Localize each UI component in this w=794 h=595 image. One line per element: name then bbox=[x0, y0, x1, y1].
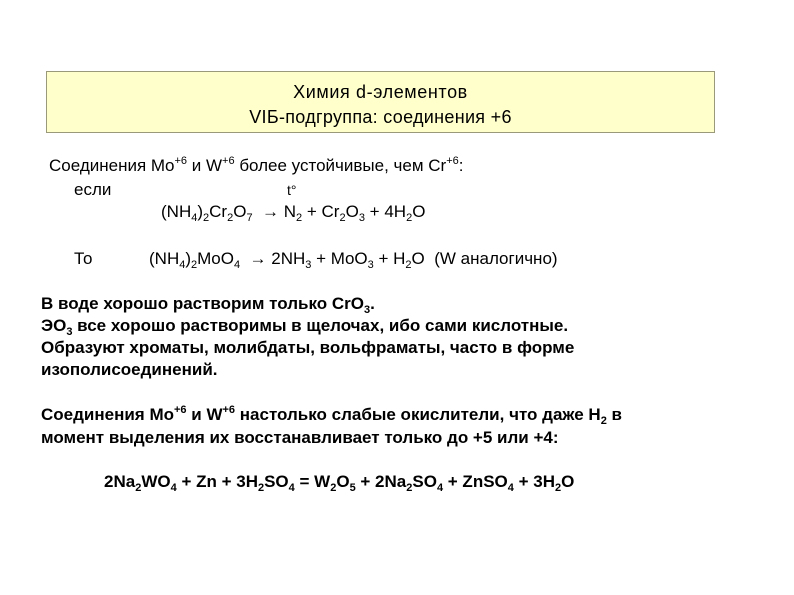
title-box bbox=[46, 71, 715, 133]
temperature-label: t° bbox=[287, 182, 297, 198]
stability-statement: Соединения $Mo^{+6}$ и $W^{+6}$ более устойчивые, чем $Cr^{+6}$: bbox=[49, 155, 464, 175]
slide-subtitle: VIБ-подгруппа: соединения +6 bbox=[249, 107, 512, 127]
reaction-dichromate-decomposition: $(NH_4)_2Cr_2O_7 \to N_2 + Cr_2O_3 + 4H_2O$ bbox=[161, 202, 426, 224]
if-label: если bbox=[74, 180, 112, 199]
oxidizer-line-1: Соединения $Mo^{+6}$ и $W^{+6}$ настолько слабые окислители, что даже $H_2$ в bbox=[41, 404, 623, 427]
solubility-line-3: Образуют хроматы, молибдаты, вольфраматы, часто в форме bbox=[41, 338, 575, 357]
slide-title: Химия d-элементов bbox=[293, 82, 468, 102]
oxidizer-line-2: момент выделения их восстанавливает только до +5 или +4: bbox=[41, 428, 559, 447]
reaction-molybdate-decomposition: $(NH_4)_2MoO_4 \to 2NH_3 + MoO_3 + H_2O$ (W аналогично) bbox=[149, 249, 558, 271]
solubility-line-4: изополисоединений. bbox=[41, 360, 218, 379]
then-label: То bbox=[74, 249, 93, 268]
solubility-line-1: В воде хорошо растворим только CrO$_3$. bbox=[41, 294, 375, 316]
reaction-tungstate-reduction: $2Na_2WO_4 + Zn + 3H_2SO_4 = W_2O_5 + 2Na_2SO_4$ + ZnSO$_4$ + $3H_2O$ bbox=[104, 472, 575, 494]
solubility-line-2: $ЭO_3$ все хорошо растворимы в щелочах, ибо сами кислотные. bbox=[41, 316, 569, 338]
